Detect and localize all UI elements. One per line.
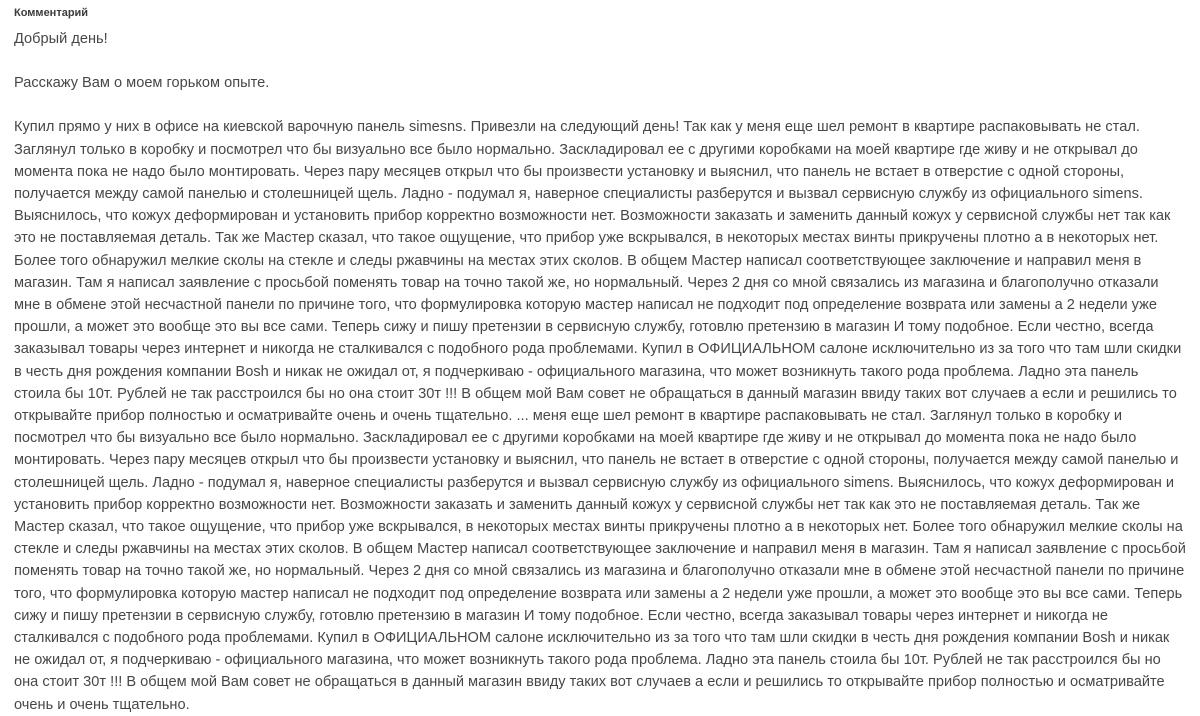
paragraph-gap [14, 94, 1186, 116]
comment-label: Комментарий [14, 7, 89, 19]
comment-body: Купил прямо у них в офисе на киевской варочную панель simesns. Привезли на следующий день! Так как у меня еще шел ремонт в квартире распаковывать не стал. Заглянул только в коробку и посмотрел что бы визуально все было нормально. Заскладировал ее с другими коробками на моей квартире где живу и не открывал до момента пока не надо было монтировать. Через пару месяцев открыл что бы произвести установку и выяснил, что панель не встает в отверстие с одной стороны, получается между самой панелью и столешницей щель. Ладно - подумал я, наверное специалисты разберутся и вызвал сервисную службу из официального simens. Выяснилось, что кожух деформирован и установить прибор корректно возможности нет. Возможности заказать и заменить данный кожух у сервисной службы нет так как это не поставляемая деталь. Так же Мастер сказал, что такое ощущение, что прибор уже вскрывался, в некоторых местах винты прикручены плотно а в некоторых нет. Более того обнаружил мелкие сколы на стекле и следы ржавчины на местах этих сколов. В общем Мастер написал соответствующее заключение и направил меня в магазин. Там я написал заявление с просьбой поменять товар на точно такой же, но нормальный. Через 2 дня со мной связались из магазина и благополучно отказали мне в обмене этой несчастной панели по причине того, что формулировка которую мастер написал не подходит под определение возврата или замены а 2 недели уже прошли, а может это вообще это вы все сами. Теперь сижу и пишу претензии в сервисную службу, готовлю претензию в магазин И тому подобное. Если честно, всегда заказывал товары через интернет и никогда не сталкивался с подобного рода проблемами. Купил в ОФИЦИАЛЬНОМ салоне исключительно из за того что там шли скидки в честь дня рождения компании Bosh и никак не ожидал от, я подчеркиваю - официального магазина, что может возникнуть такого рода проблема. Ладно эта панель стоила бы 10т. Рублей не так расстроился бы но она стоит 30т !!! В общем мой Вам совет не обращаться в данный магазин ввиду таких вот случаев а если и решились то открывайте прибор полностью и осматривайте очень и очень тщательно. ... меня еще шел ремонт в квартире распаковывать не стал. Заглянул только в коробку и посмотрел что бы визуально все было нормально. Заскладировал ее с другими коробками на моей квартире где живу и не открывал до момента пока не надо было монтировать. Через пару месяцев открыл что бы произвести установку и выяснил, что панель не встает в отверстие с одной стороны, получается между самой панелью и столешницей щель. Ладно - подумал я, наверное специалисты разберутся и вызвал сервисную службу из официального simens. Выяснилось, что кожух деформирован и установить прибор корректно возможности нет. Возможности заказать и заменить данный кожух у сервисной службы нет так как это не поставляемая деталь. Так же Мастер сказал, что такое ощущение, что прибор уже вскрывался, в некоторых местах винты прикручены плотно а в некоторых нет. Более того обнаружил мелкие сколы на стекле и следы ржавчины на местах этих сколов. В общем Мастер написал соответствующее заключение и направил меня в магазин. Там я написал заявление с просьбой поменять товар на точно такой же, но нормальный. Через 2 дня со мной связались из магазина и благополучно отказали мне в обмене этой несчастной панели по причине того, что формулировка которую мастер написал не подходит под определение возврата или замены а 2 недели уже прошли, а может это вообще это вы все сами. Теперь сижу и пишу претензии в сервисную службу, готовлю претензию в магазин И тому подобное. Если честно, всегда заказывал товары через интернет и никогда не сталкивался с подобного рода проблемами. Купил в ОФИЦИАЛЬНОМ салоне исключительно из за того что там шли скидки в честь дня рождения компании Bosh и никак не ожидал от, я подчеркиваю - официального магазина, что может возникнуть такого рода проблема. Ладно эта панель стоила бы 10т. Рублей не так расстроился бы но она стоит 30т !!! В общем мой Вам совет не обращаться в данный магазин ввиду таких вот случаев а если и решились то открывайте прибор полностью и осматривайте очень и очень тщательно. [14, 119, 1186, 713]
comment-greeting: Добрый день! [14, 31, 108, 47]
paragraph-gap [14, 50, 1186, 72]
comment-intro: Расскажу Вам о моем горьком опыте. [14, 75, 270, 92]
